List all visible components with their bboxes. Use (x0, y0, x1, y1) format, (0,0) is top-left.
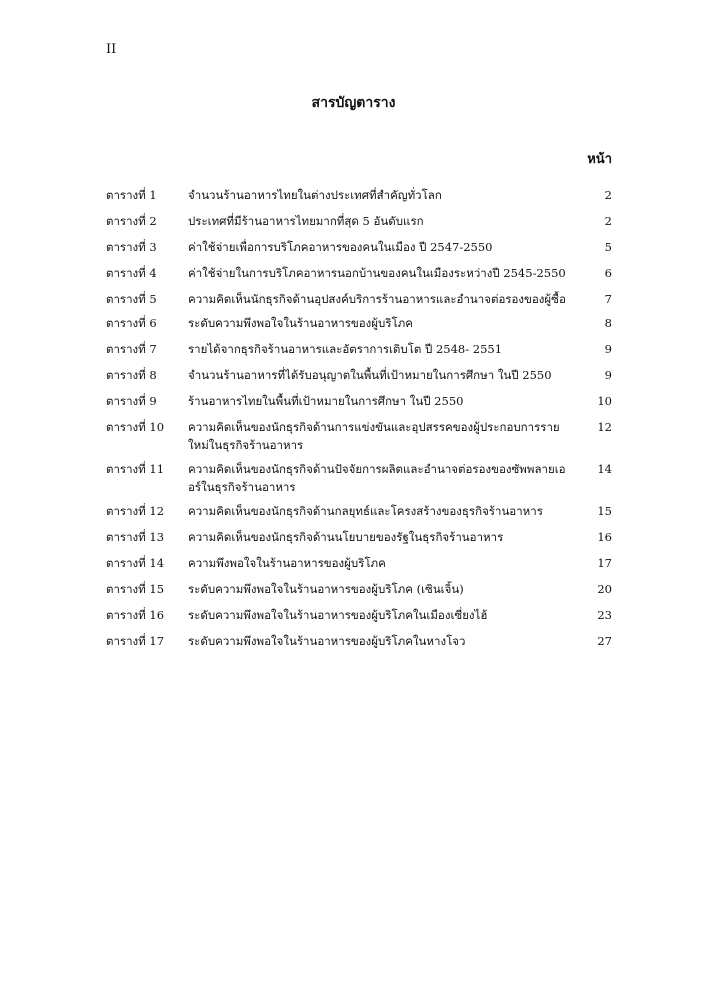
toc-entry-text: ค่าใช้จ่ายเพื่อการบริโภคอาหารของคนในเมือง ปี 2547-2550 (188, 240, 493, 254)
toc-entry-page: 9 (604, 368, 612, 382)
toc-entry-page: 6 (604, 266, 612, 280)
toc-entry-text: ระดับความพึงพอใจในร้านอาหารของผู้บริโภคในเมืองเซี่ยงไฮ้ (188, 608, 488, 622)
page-title: สารบัญตาราง (311, 95, 396, 111)
toc-entry-label: ตารางที่ 6 (106, 316, 157, 330)
toc-entry-text: ค่าใช้จ่ายในการบริโภคอาหารนอกบ้านของคนในเมืองระหว่างปี 2545-2550 (188, 266, 566, 280)
toc-entry (106, 460, 612, 496)
toc-entry-text: ระดับความพึงพอใจในร้านอาหารของผู้บริโภค (เซินเจิ้น) (188, 582, 464, 596)
toc-entry-page: 2 (604, 188, 612, 202)
toc-entry-page: 9 (604, 342, 612, 356)
toc-entry-text: ระดับความพึงพอใจในร้านอาหารของผู้บริโภค (188, 316, 413, 330)
toc-entry-text: ประเทศที่มีร้านอาหารไทยมากที่สุด 5 อันดับแรก (188, 214, 424, 228)
toc-entry-page: 15 (597, 504, 612, 518)
page-column-header: หน้า (587, 152, 612, 167)
toc-entry-label: ตารางที่ 8 (106, 368, 157, 382)
toc-entry-text: ระดับความพึงพอใจในร้านอาหารของผู้บริโภคในหางโจว (188, 634, 466, 648)
toc-entry-text: จำนวนร้านอาหารไทยในต่างประเทศที่สำคัญทั่วโลก (188, 188, 442, 202)
toc-entry-page: 16 (597, 530, 612, 544)
toc-entry-page: 27 (597, 634, 612, 648)
toc-entry-page: 10 (597, 394, 612, 408)
toc-entry (106, 502, 612, 520)
toc-entry-label: ตารางที่ 11 (106, 462, 165, 476)
toc-entry-label: ตารางที่ 3 (106, 240, 157, 254)
toc-entry-text: ความคิดเห็นของนักธุรกิจด้านนโยบายของรัฐในธุรกิจร้านอาหาร (188, 530, 504, 544)
toc-entry (106, 314, 612, 332)
toc-entry (106, 528, 612, 546)
toc-entry-text: ความพึงพอใจในร้านอาหารของผู้บริโภค (188, 556, 386, 570)
toc-entry-text: ร้านอาหารไทยในพื้นที่เป้าหมายในการศึกษา ในปี 2550 (188, 394, 464, 408)
toc-entry (106, 340, 612, 358)
toc-entry-label: ตารางที่ 14 (106, 556, 165, 570)
toc-entry-page: 20 (597, 582, 612, 596)
toc-entry-page: 8 (604, 316, 612, 330)
toc-entry-label: ตารางที่ 10 (106, 420, 165, 434)
toc-entry-label: ตารางที่ 5 (106, 292, 157, 306)
toc-entry-label: ตารางที่ 17 (106, 634, 165, 648)
toc-entry-label: ตารางที่ 2 (106, 214, 157, 228)
toc-entry-text: ความคิดเห็นของนักธุรกิจด้านปัจจัยการผลิตและอำนาจต่อรองของซัพพลายเออร์ในธุรกิจร้านอาหาร (188, 462, 566, 494)
toc-entry-text: ความคิดเห็นของนักธุรกิจด้านกลยุทธ์และโครงสร้างของธุรกิจร้านอาหาร (188, 504, 543, 518)
toc-entry-label: ตารางที่ 15 (106, 582, 165, 596)
toc-entry (106, 238, 612, 256)
toc-entry (106, 606, 612, 624)
toc-entry-label: ตารางที่ 9 (106, 394, 157, 408)
toc-entry-label: ตารางที่ 7 (106, 342, 157, 356)
toc-entry-text: รายได้จากธุรกิจร้านอาหารและอัตราการเติบโต ปี 2548- 2551 (188, 342, 503, 356)
toc-entry-page: 17 (597, 556, 612, 570)
toc-entry-page: 12 (597, 420, 612, 434)
toc-entry-label: ตารางที่ 13 (106, 530, 165, 544)
toc-entry (106, 186, 612, 204)
toc-entry-text: ความคิดเห็นของนักธุรกิจด้านการแข่งขันและอุปสรรคของผู้ประกอบการรายใหม่ในธุรกิจร้านอาหาร (188, 420, 560, 452)
toc-entry-page: 23 (597, 608, 612, 622)
toc-entry (106, 580, 612, 598)
toc-entry (106, 212, 612, 230)
toc-entry-text: ความคิดเห็นนักธุรกิจด้านอุปสงค์บริการร้านอาหารและอำนาจต่อรองของผู้ซื้อ (188, 292, 566, 306)
toc-entry (106, 290, 612, 308)
table-of-contents (106, 186, 612, 658)
toc-entry (106, 418, 612, 454)
toc-entry-label: ตารางที่ 4 (106, 266, 157, 280)
toc-entry-page: 7 (604, 292, 612, 306)
toc-entry (106, 632, 612, 650)
toc-entry-label: ตารางที่ 1 (106, 188, 157, 202)
toc-entry-page: 5 (604, 240, 612, 254)
toc-entry (106, 264, 612, 282)
toc-entry-page: 2 (604, 214, 612, 228)
toc-entry-page: 14 (597, 462, 612, 476)
page-number: II (106, 42, 117, 57)
toc-entry-label: ตารางที่ 16 (106, 608, 165, 622)
toc-entry-label: ตารางที่ 12 (106, 504, 165, 518)
toc-entry (106, 554, 612, 572)
toc-entry-text: จำนวนร้านอาหารที่ได้รับอนุญาตในพื้นที่เป้าหมายในการศึกษา ในปี 2550 (188, 368, 552, 382)
toc-entry (106, 366, 612, 384)
toc-entry (106, 392, 612, 410)
